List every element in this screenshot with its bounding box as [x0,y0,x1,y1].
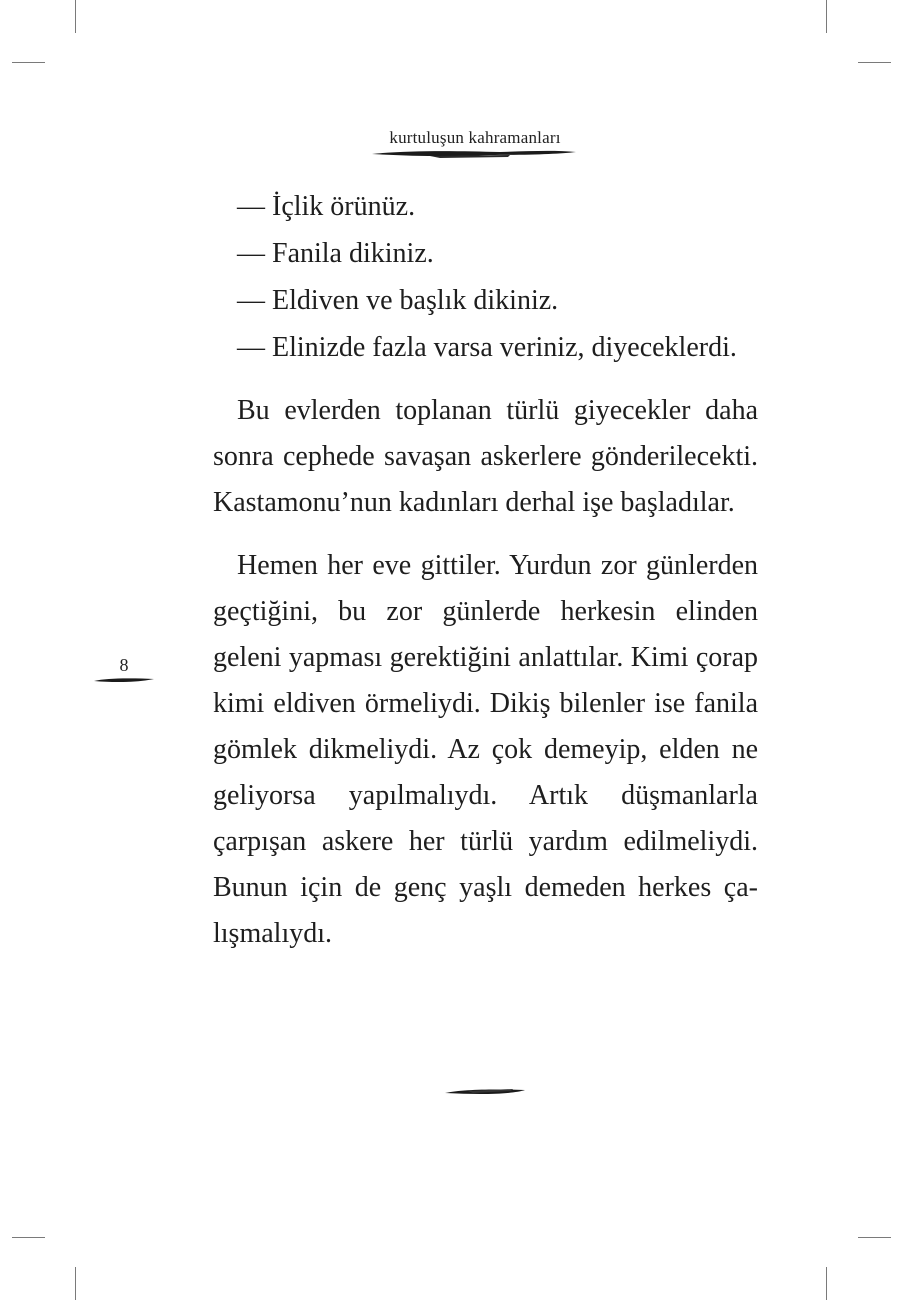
page-number-block [92,655,156,685]
end-brush-ornament [443,1086,527,1098]
running-header [370,128,580,160]
crop-mark-top-left-horizontal [12,62,45,63]
body-text [213,184,758,957]
crop-mark-bottom-left-vertical [75,1267,76,1300]
dialogue-line: — İçlik örünüz. [237,191,416,222]
crop-mark-top-left-vertical [75,0,76,33]
page-number-brush-ornament [92,675,156,685]
crop-mark-bottom-left-horizontal [12,1237,45,1238]
crop-mark-top-right-vertical [826,0,827,33]
header-brush-ornament [370,148,580,160]
dialogue-line: — Elinizde fazla varsa veriniz, diyeceklerdi. [237,332,737,363]
crop-mark-bottom-right-vertical [826,1267,827,1300]
crop-mark-top-right-horizontal [858,62,891,63]
paragraph: Bu evlerden toplanan türlü giyecekler daha sonra cephede savaşan askerlere gönderilecekti. Kastamonu’nun kadınları derhal işe başladılar. [213,395,758,518]
dialogue-line: — Fanila dikiniz. [237,238,434,269]
crop-mark-bottom-right-horizontal [858,1237,891,1238]
paragraph: Hemen her eve gittiler. Yurdun zor günlerden geçtiğini, bu zor günlerde herkesin elinden geleni yapması gerektiğini anlattılar. Kimi çorap kimi eldiven örmeliydi. Dikiş bilenler ise fanila gömlek dikmeliydi. Az çok demeyip, elden ne geliyorsa yapılmalıydı. Artık düşmanlarla çarpışan askere her türlü yardım edilmeliydi. Bunun için de genç yaşlı demeden herkes çalışmalıydı. [213,550,758,949]
page-number: 8 [119,655,129,675]
running-title: kurtuluşun kahramanları [389,128,561,147]
dialogue-line: — Eldiven ve başlık dikiniz. [237,285,559,316]
